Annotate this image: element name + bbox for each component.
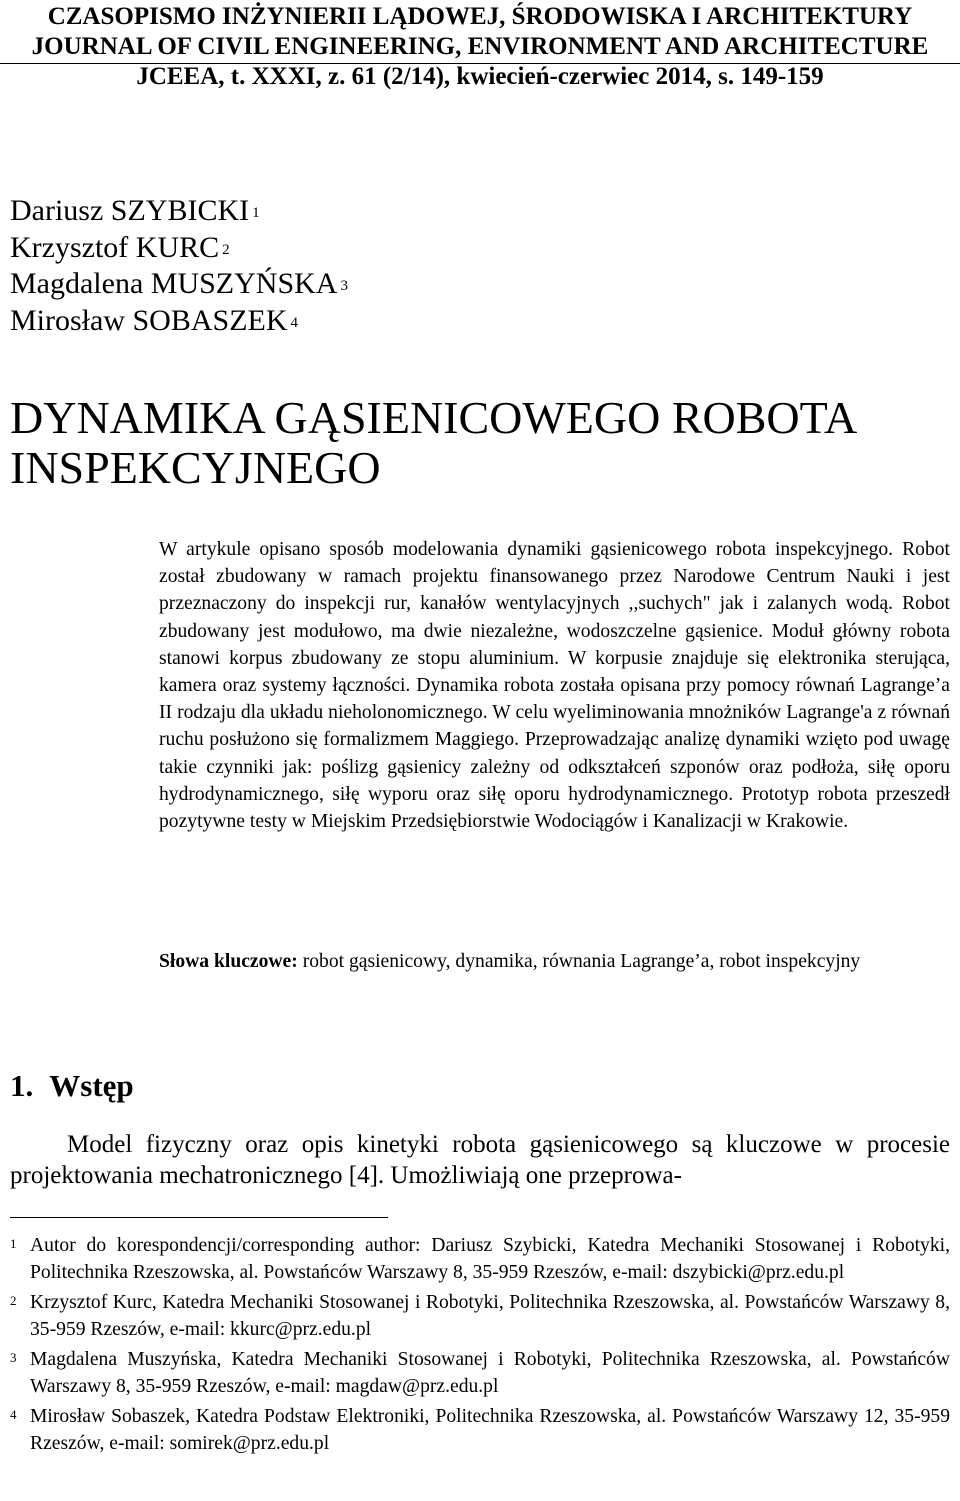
author-affiliation-mark: 2 — [222, 241, 230, 258]
footnote — [10, 1233, 950, 1286]
journal-header — [0, 2, 960, 92]
intro-paragraph: Model fizyczny oraz opis kinetyki robota gąsienicowego są kluczowe w procesie projektowania mechatronicznego [4]. Umożliwiają one przeprowa- — [10, 1131, 950, 1189]
author-affiliation-mark: 1 — [252, 205, 260, 221]
keywords — [159, 948, 950, 975]
journal-issue: JCEEA, t. XXXI, z. 61 (2/14), kwiecień-czerwiec 2014, s. 149-159 — [136, 63, 824, 90]
footnote-number: 1 — [10, 1236, 17, 1251]
footnote-number: 3 — [10, 1350, 17, 1365]
author-name: Krzysztof KURC — [10, 230, 220, 264]
journal-name-en: JOURNAL OF CIVIL ENGINEERING, ENVIRONMENT AND ARCHITECTURE — [31, 33, 929, 60]
title-line: DYNAMIKA GĄSIENICOWEGO ROBOTA — [10, 392, 858, 443]
keywords-text: robot gąsienicowy, dynamika, równania Lagrange’a, robot inspekcyjny — [302, 951, 861, 972]
footnote — [10, 1347, 950, 1400]
journal-name-pl: CZASOPISMO INŻYNIERII LĄDOWEJ, ŚRODOWISKA I ARCHITEKTURY — [47, 3, 913, 30]
title-line: INSPEKCYJNEGO — [10, 442, 381, 493]
header-rule — [0, 63, 960, 64]
footnote-text: Mirosław Sobaszek, Katedra Podstaw Elektroniki, Politechnika Rzeszowska, al. Powstańców Warszawy 12, 35-959 Rzeszów, e-mail: somirek@prz.edu.pl — [30, 1406, 950, 1454]
footnote — [10, 1290, 950, 1343]
author — [10, 193, 348, 230]
section-heading — [10, 1066, 134, 1106]
author-name: Magdalena MUSZYŃSKA — [10, 267, 338, 300]
author-name: Mirosław SOBASZEK — [10, 303, 288, 337]
footnote-number: 4 — [10, 1407, 17, 1422]
footnote-text: Krzysztof Kurc, Katedra Mechaniki Stosowanej i Robotyki, Politechnika Rzeszowska, al. Powstańców Warszawy 8, 35-959 Rzeszów, e-mail: kkurc@prz.edu.pl — [30, 1292, 950, 1340]
author-list — [10, 193, 348, 339]
section-number: 1. — [10, 1068, 34, 1103]
author-affiliation-mark: 4 — [290, 314, 299, 331]
abstract: W artykule opisano sposób modelowania dynamiki gąsienicowego robota inspekcyjnego. Robot został zbudowany w ramach projektu finansowanego przez Narodowe Centrum Nauki i jest przeznaczony do inspekcji rur, kanałów wentylacyjnych ,,suchych" jak i zalanych wodą. Robot zbudowany jest modułowo, ma dwie niezależne, wodoszczelne gąsienice. Moduł główny robota stanowi korpus zbudowany ze stopu aluminium. W korpusie znajduje się elektronika sterująca, kamera oraz systemy łączności. Dynamika robota została opisana przy pomocy równań Lagrange’a II rodzaju dla układu nieholonomicznego. W celu wyeliminowania mnożników Lagrange'a z równań ruchu posłużono się formalizmem Maggiego. Przeprowadzając analizę dynamiki wzięto pod uwagę takie czynniki jak: poślizg gąsienicy zależny od odkształceń szponów oraz podłoża, siłę oporu hydrodynamicznego, siłę wyporu oraz siłę oporu hydrodynamicznego. Prototyp robota przeszedł pozytywne testy w Miejskim Przedsiębiorstwie Wodociągów i Kanalizacji w Krakowie. — [159, 539, 950, 833]
author — [10, 303, 348, 340]
footnotes — [10, 1233, 950, 1461]
footnote — [10, 1404, 950, 1457]
footnote-separator — [10, 1217, 388, 1218]
paper-title — [10, 393, 910, 493]
author-affiliation-mark: 3 — [340, 278, 348, 294]
author — [10, 266, 348, 303]
footnote-text: Magdalena Muszyńska, Katedra Mechaniki Stosowanej i Robotyki, Politechnika Rzeszowska, al. Powstańców Warszawy 8, 35-959 Rzeszów, e-mail: magdaw@prz.edu.pl — [30, 1349, 950, 1397]
footnote-text: Autor do korespondencji/corresponding author: Dariusz Szybicki, Katedra Mechaniki Stosowanej i Robotyki, Politechnika Rzeszowska, al. Powstańców Warszawy 8, 35-959 Rzeszów, e-mail: dszybicki@prz.edu.pl — [30, 1235, 950, 1283]
section-title: Wstęp — [49, 1068, 134, 1103]
keywords-label: Słowa kluczowe: — [159, 951, 298, 972]
footnote-number: 2 — [10, 1293, 17, 1308]
author-name: Dariusz SZYBICKI — [10, 194, 250, 227]
author — [10, 230, 348, 267]
